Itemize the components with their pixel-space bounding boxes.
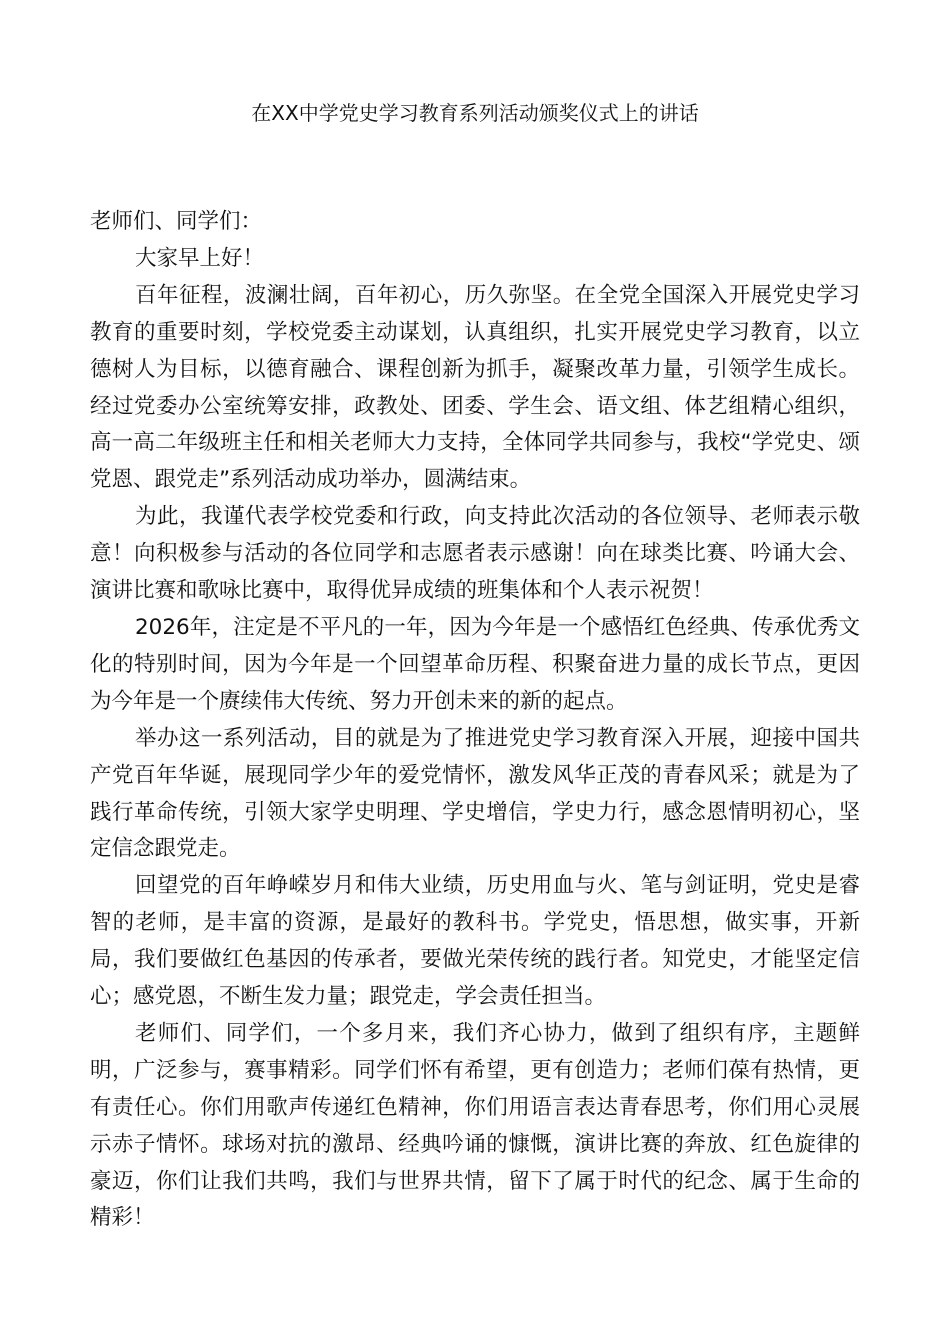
paragraph-3: 2026年，注定是不平凡的一年，因为今年是一个感悟红色经典、传承优秀文化的特别时间，因为今年是一个回望革命历程、积聚奋进力量的成长节点，更因为今年是一个赓续伟大传统、努力开创未来的新的起点。	[90, 614, 860, 714]
paragraph-greeting: 大家早上好！	[135, 245, 265, 271]
document-body	[90, 204, 860, 1237]
paragraph-1: 百年征程，波澜壮阔，百年初心，历久弥坚。在全党全国深入开展党史学习教育的重要时刻，学校党委主动谋划，认真组织，扎实开展党史学习教育，以立德树人为目标，以德育融合、课程创新为抓手，凝聚改革力量，引领学生成长。经过党委办公室统筹安排，政教处、团委、学生会、语文组、体艺组精心组织，高一高二年级班主任和相关老师大力支持，全体同学共同参与，我校“学党史、颂党恩、跟党走”系列活动成功举办，圆满结束。	[90, 282, 860, 493]
paragraph-4: 举办这一系列活动，目的就是为了推进党史学习教育深入开展，迎接中国共产党百年华诞，展现同学少年的爱党情怀，激发风华正茂的青春风采；就是为了践行革命传统，引领大家学史明理、学史增信，学史力行，感念恩情明初心，坚定信念跟党走。	[90, 725, 860, 862]
document-title: 在XX中学党史学习教育系列活动颁奖仪式上的讲话	[251, 101, 699, 125]
paragraph-5: 回望党的百年峥嵘岁月和伟大业绩，历史用血与火、笔与剑证明，党史是睿智的老师，是丰富的资源，是最好的教科书。学党史，悟思想，做实事，开新局，我们要做红色基因的传承者，要做光荣传统的践行者。知党史，才能坚定信心；感党恩，不断生发力量；跟党走，学会责任担当。	[90, 873, 860, 1010]
paragraph-2: 为此，我谨代表学校党委和行政，向支持此次活动的各位领导、老师表示敬意！向积极参与活动的各位同学和志愿者表示感谢！向在球类比赛、吟诵大会、演讲比赛和歌咏比赛中，取得优异成绩的班集体和个人表示祝贺！	[90, 504, 860, 604]
paragraph-6: 老师们、同学们，一个多月来，我们齐心协力，做到了组织有序，主题鲜明，广泛参与，赛事精彩。同学们怀有希望，更有创造力；老师们葆有热情，更有责任心。你们用歌声传递红色精神，你们用语言表达青春思考，你们用心灵展示赤子情怀。球场对抗的激昂、经典吟诵的慷慨，演讲比赛的奔放、红色旋律的豪迈，你们让我们共鸣，我们与世界共情，留下了属于时代的纪念、属于生命的精彩！	[90, 1020, 860, 1231]
salutation: 老师们、同学们：	[90, 209, 263, 234]
